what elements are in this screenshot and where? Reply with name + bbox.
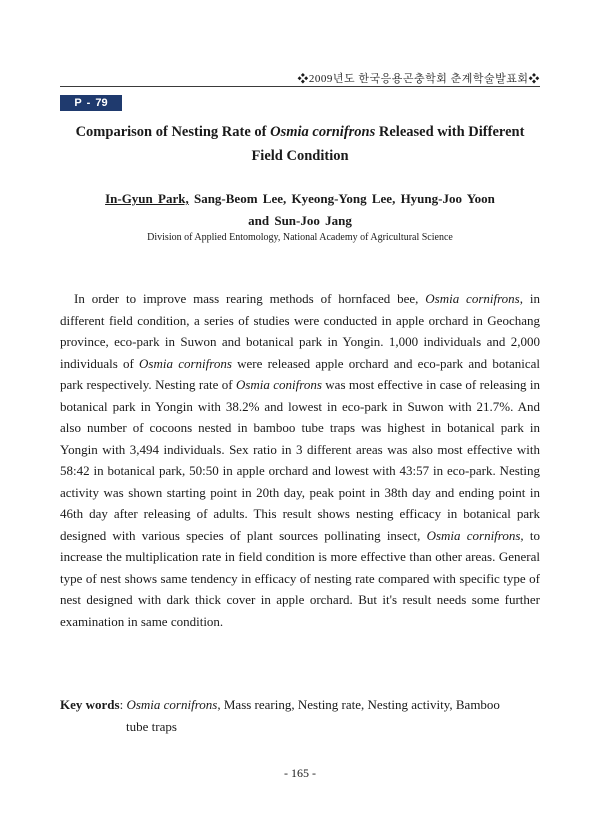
keywords-species: Osmia cornifrons (126, 697, 218, 712)
page-number: - 165 - (284, 766, 316, 780)
abstract-segment-5: to increase the multiplication rate in field condition is more effective than other areas. General type of nest shows same tendency in efficacy of nesting rate compared with specific type of nest designed with dark thick cover in apple orchard. But it's result needs some further examination in same condition. (60, 527, 540, 629)
conference-header: ❖2009년도 한국응용곤충학회 춘계학술발표회❖ (297, 73, 540, 85)
keywords-colon: : (119, 697, 127, 712)
title-part-2: Released with Different Field Condition (251, 124, 525, 164)
poster-number-badge: P - 79 (60, 95, 122, 111)
abstract-segment-2: , in different field condition, a series of studies were conducted in apple orchard in Geochang province, eco-park in Suwon and botanical park in Yongin. 1,000 individuals and 2,000 individuals of (60, 291, 540, 371)
keywords (60, 694, 540, 737)
authors-line-1: Sang-Beom Lee, Kyeong-Yong Lee, Hyung-Joo Yoon (188, 191, 495, 206)
first-author: In-Gyun Park, (105, 191, 189, 206)
abstract-species-2: Osmia cornifrons (139, 355, 232, 371)
title-species: Osmia cornifrons (270, 124, 376, 140)
abstract-species-4: Osmia cornifrons, (426, 527, 524, 543)
authors-line-2: and Sun-Joo Jang (248, 213, 352, 228)
abstract-species-3: Osmia conifrons (235, 377, 322, 392)
abstract-species-1: Osmia cornifrons (425, 291, 520, 306)
abstract-body (60, 288, 540, 632)
abstract-segment-4: was most effective in case of releasing in botanical park in Yongin with 38.2% and lowest in eco-park in Suwon with 21.7%. And also number of cocoons nested in bamboo tube traps was highest in botanical park in Yongin with 3,494 individuals. Sex ratio in 3 different areas was also most effective with 58:42 in botanical park, 50:50 in apple orchard and lowest with 43:57 in eco-park. Nesting activity was shown starting point in 20th day, peak point in 38th day and ending point in 46th day after releasing of adults. This result shows nesting efficacy in botanical park designed with various species of plant sources pollinating insect, (60, 377, 541, 543)
paper-title (60, 120, 540, 168)
header-rule (60, 86, 540, 87)
keywords-line-2: tube traps (126, 718, 177, 734)
abstract-segment-1: In order to improve mass rearing methods of hornfaced bee, (74, 291, 426, 306)
keywords-rest: , Mass rearing, Nesting rate, Nesting activity, Bamboo (217, 697, 500, 712)
keywords-label: Key words (60, 697, 120, 712)
affiliation: Division of Applied Entomology, National Academy of Agricultural Science (147, 232, 453, 243)
author-list (60, 188, 540, 232)
title-part-1: Comparison of Nesting Rate of (75, 124, 271, 140)
abstract-segment-3: were released apple orchard and eco-park and botanical park respectively. Nesting rate of (60, 355, 540, 392)
